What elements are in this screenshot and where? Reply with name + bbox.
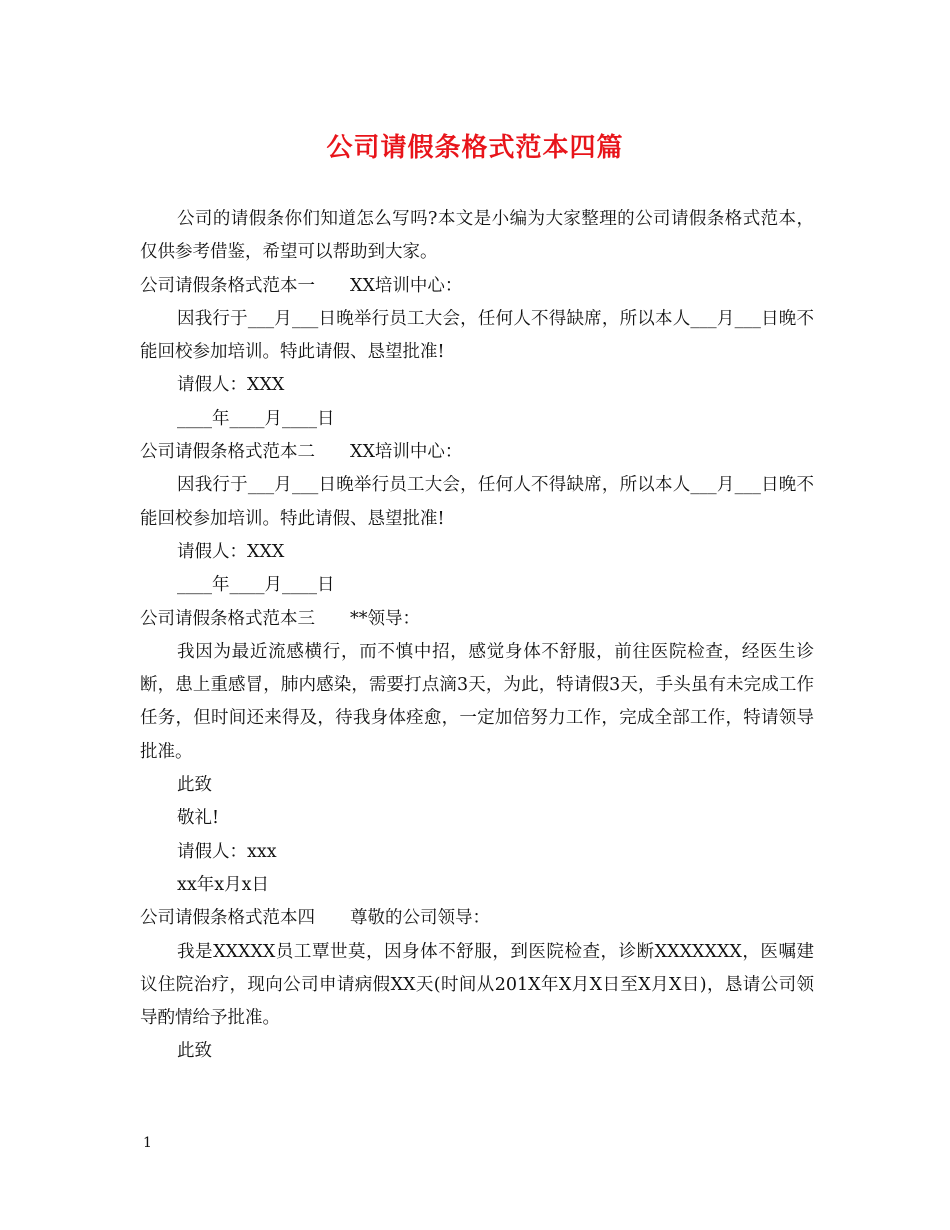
document-body xyxy=(140,203,814,1069)
sample-1-date: ____年____月____日 xyxy=(177,408,335,429)
sample-4-body: 我是XXXXX员工覃世莫，因身体不舒服，到医院检查，诊断XXXXXXX，医嘱建议住院治疗，现向公司申请病假XX天(时间从201X年X月X日至X月X日)，恳请公司领导酌情给予批准。 xyxy=(140,941,814,1029)
sample-3-salute: 敬礼! xyxy=(177,808,220,829)
sample-2-applicant: 请假人：XXX xyxy=(177,541,285,562)
sample-1-body: 因我行于___月___日晚举行员工大会，任何人不得缺席，所以本人___月___日晚不能回校参加培训。特此请假、恳望批准! xyxy=(140,308,814,363)
sample-3-heading: 公司请假条格式范本三 **领导： xyxy=(140,608,420,629)
document-title: 公司请假条格式范本四篇 xyxy=(326,133,624,163)
page-number: 1 xyxy=(143,1135,152,1151)
sample-3-body: 我因为最近流感横行，而不慎中招，感觉身体不舒服，前往医院检查，经医生诊断，患上重感冒，肺内感染，需要打点滴3天，为此，特请假3天，手头虽有未完成工作任务，但时间还来得及，待我身体痊愈，一定加倍努力工作，完成全部工作，特请领导批准。 xyxy=(140,641,814,762)
sample-2-heading: 公司请假条格式范本二 XX培训中心： xyxy=(140,442,463,463)
sample-4-closing: 此致 xyxy=(177,1041,212,1062)
sample-3-closing: 此致 xyxy=(177,775,212,796)
sample-1-applicant: 请假人：XXX xyxy=(177,375,285,396)
sample-3-applicant: 请假人：xxx xyxy=(177,841,277,862)
sample-2-date: ____年____月____日 xyxy=(177,575,335,596)
sample-1-heading: 公司请假条格式范本一 XX培训中心： xyxy=(140,275,463,296)
sample-2-body: 因我行于___月___日晚举行员工大会，任何人不得缺席，所以本人___月___日晚不能回校参加培训。特此请假、恳望批准! xyxy=(140,475,814,529)
sample-4-heading: 公司请假条格式范本四 尊敬的公司领导： xyxy=(140,908,490,929)
intro-paragraph: 公司的请假条你们知道怎么写吗?本文是小编为大家整理的公司请假条格式范本，仅供参考借鉴，希望可以帮助到大家。 xyxy=(140,209,814,263)
sample-3-date: xx年x月x日 xyxy=(177,874,269,895)
